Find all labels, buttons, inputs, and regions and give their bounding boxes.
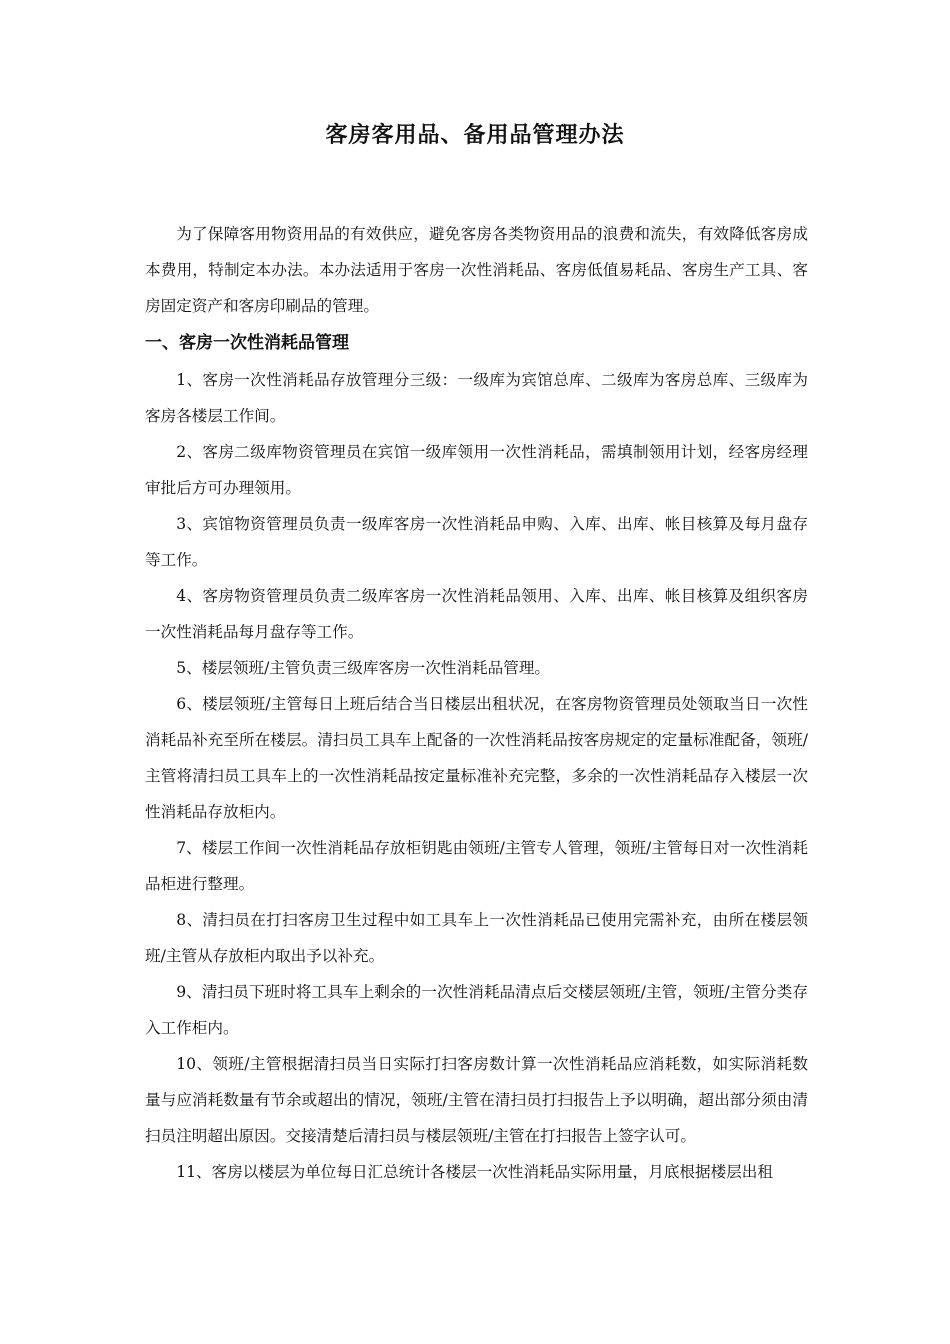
section-heading: 一、客房一次性消耗品管理 — [145, 333, 349, 353]
list-item: 8、清扫员在打扫客房卫生过程中如工具车上一次性消耗品已使用完需补充，由所在楼层领班/主管从存放柜内取出予以补充。 — [145, 911, 808, 965]
list-item: 4、客房物资管理员负责二级库客房一次性消耗品领用、入库、出库、帐目核算及组织客房一次性消耗品每月盘存等工作。 — [145, 587, 808, 641]
document-title: 客房客用品、备用品管理办法 — [325, 123, 625, 148]
list-item: 9、清扫员下班时将工具车上剩余的一次性消耗品清点后交楼层领班/主管，领班/主管分类存入工作柜内。 — [145, 983, 808, 1037]
list-item: 6、楼层领班/主管每日上班后结合当日楼层出租状况，在客房物资管理员处领取当日一次性消耗品补充至所在楼层。清扫员工具车上配备的一次性消耗品按客房规定的定量标准配备，领班/主管将清扫员工具车上的一次性消耗品按定量标准补充完整，多余的一次性消耗品存入楼层一次性消耗品存放柜内。 — [145, 695, 808, 821]
list-item: 11、客房以楼层为单位每日汇总统计各楼层一次性消耗品实际用量，月底根据楼层出租 — [176, 1163, 773, 1181]
document-body — [145, 216, 808, 1190]
list-item: 7、楼层工作间一次性消耗品存放柜钥匙由领班/主管专人管理，领班/主管每日对一次性消耗品柜进行整理。 — [145, 839, 808, 893]
list-item: 10、领班/主管根据清扫员当日实际打扫客房数计算一次性消耗品应消耗数，如实际消耗数量与应消耗数量有节余或超出的情况，领班/主管在清扫员打扫报告上予以明确，超出部分须由清扫员注明超出原因。交接清楚后清扫员与楼层领班/主管在打扫报告上签字认可。 — [145, 1055, 808, 1145]
list-item: 5、楼层领班/主管负责三级库客房一次性消耗品管理。 — [176, 659, 551, 677]
intro-paragraph: 为了保障客用物资用品的有效供应，避免客房各类物资用品的浪费和流失，有效降低客房成本费用，特制定本办法。本办法适用于客房一次性消耗品、客房低值易耗品、客房生产工具、客房固定资产和客房印刷品的管理。 — [145, 225, 808, 315]
list-item: 1、客房一次性消耗品存放管理分三级：一级库为宾馆总库、二级库为客房总库、三级库为客房各楼层工作间。 — [145, 371, 808, 425]
list-item: 2、客房二级库物资管理员在宾馆一级库领用一次性消耗品，需填制领用计划，经客房经理审批后方可办理领用。 — [145, 443, 808, 497]
list-item: 3、宾馆物资管理员负责一级库客房一次性消耗品申购、入库、出库、帐目核算及每月盘存等工作。 — [145, 515, 808, 569]
